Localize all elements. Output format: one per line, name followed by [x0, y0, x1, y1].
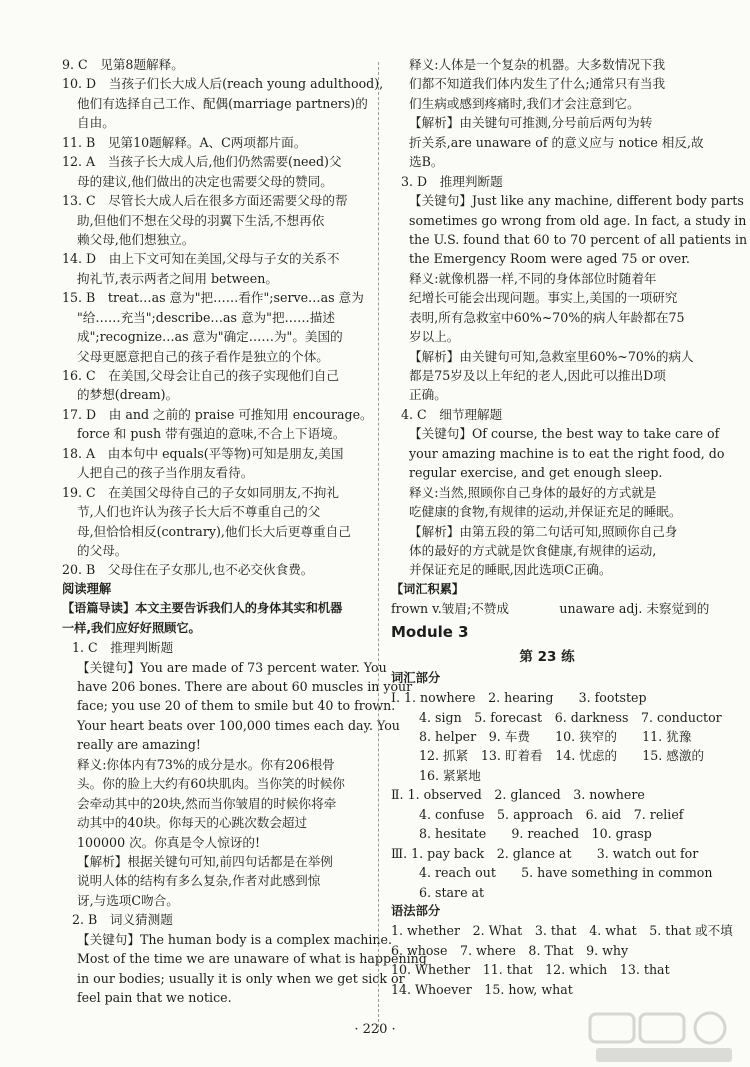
- right-line: 【解析】由第五段的第二句话可知,照顾你自己身: [409, 523, 678, 539]
- right-line: 折关系,are unaware of 的意义应与 notice 相反,故: [409, 134, 704, 150]
- left-line: 100000 次。你真是令人惊讶的!: [77, 834, 261, 850]
- right-line: 4. sign 5. forecast 6. darkness 7. conductor: [419, 709, 722, 725]
- left-line: 【关键句】The human body is a complex machine.: [77, 931, 392, 947]
- left-line: 阅读理解: [62, 581, 112, 596]
- right-line: 16. 紧紧地: [419, 767, 481, 783]
- right-line: 4. confuse 5. approach 6. aid 7. relief: [419, 806, 684, 822]
- right-line: 体的最好的方式就是饮食健康,有规律的运动,: [409, 542, 657, 558]
- right-line: 4. C 细节理解题: [401, 406, 503, 422]
- right-column: [391, 55, 748, 999]
- left-line: 11. B 见第10题解释。A、C两项都片面。: [62, 134, 307, 150]
- left-line: 10. D 当孩子们长大成人后(reach young adulthood),: [62, 76, 384, 92]
- left-line: 18. A 由本句中 equals(平等物)可知是朋友,美国: [62, 445, 344, 461]
- left-line: really are amazing!: [77, 737, 201, 753]
- right-line: 3. D 推理判断题: [401, 173, 503, 189]
- column-divider: [378, 62, 379, 1032]
- left-line: 14. D 由上下文可知在美国,父母与子女的关系不: [62, 251, 340, 267]
- right-line: 8. hesitate 9. reached 10. grasp: [419, 826, 652, 842]
- left-line: 拘礼节,表示两者之间用 between。: [77, 270, 278, 286]
- left-line: 的父母。: [77, 542, 128, 558]
- right-line: 【关键句】Just like any machine, different body parts: [409, 193, 744, 209]
- right-line: 第 23 练: [519, 648, 575, 665]
- right-line: 4. reach out 5. have something in common: [419, 865, 713, 881]
- right-line: 岁以上。: [409, 329, 460, 345]
- right-line: regular exercise, and get enough sleep.: [409, 465, 663, 481]
- left-line: 13. C 尽管长大成人后在很多方面还需要父母的帮: [62, 193, 348, 209]
- left-line: 动其中的40块。你每天的心跳次数会超过: [77, 815, 308, 831]
- left-line: 母的建议,他们做出的决定也需要父母的赞同。: [77, 173, 333, 189]
- left-line: 自由。: [77, 115, 115, 131]
- right-line: 1. whether 2. What 3. that 4. what 5. that 或不填: [391, 923, 733, 939]
- left-line: 17. D 由 and 之前的 praise 可推知用 encourage。: [62, 406, 373, 422]
- right-line: 释义:就像机器一样,不同的身体部位时随着年: [409, 270, 657, 286]
- left-line: 他们有选择自己工作、配偶(marriage partners)的: [77, 95, 368, 111]
- right-line: 6. whose 7. where 8. That 9. why: [391, 942, 629, 958]
- left-line: 【语篇导读】本文主要告诉我们人的身体其实和机器: [62, 601, 343, 616]
- left-line: 【解析】根据关键句可知,前四句话都是在举例: [77, 853, 333, 869]
- left-line: feel pain that we notice.: [77, 990, 232, 1005]
- right-line: the Emergency Room were aged 75 or over.: [409, 251, 690, 267]
- left-line: 15. B treat…as 意为"把……看作";serve…as 意为: [62, 290, 364, 306]
- left-line: 人把自己的孩子当作朋友看待。: [77, 465, 254, 481]
- right-line: 8. helper 9. 车费 10. 狭窄的 11. 犹豫: [419, 729, 692, 744]
- right-line: Ⅰ. 1. nowhere 2. hearing 3. footstep: [391, 690, 647, 706]
- right-line: 们都不知道我们体内发生了什么;通常只有当我: [409, 76, 666, 92]
- left-line: 1. C 推理判断题: [72, 640, 174, 656]
- right-line: Ⅱ. 1. observed 2. glanced 3. nowhere: [391, 787, 645, 803]
- right-line: 12. 抓紧 13. 盯着看 14. 忧虑的 15. 感激的: [419, 748, 705, 764]
- left-line: 一样,我们应好好照顾它。: [62, 620, 201, 635]
- left-line: 20. B 父母住在子女那儿,也不必交伙食费。: [62, 562, 314, 578]
- left-line: face; you use 20 of them to smile but 40 to frown.: [77, 698, 396, 714]
- left-line: Your heart beats over 100,000 times each day. You: [77, 717, 400, 733]
- left-line: 2. B 词义猜测题: [72, 912, 173, 928]
- right-line: 【词汇积累】: [391, 581, 465, 596]
- right-line: 纪增长可能会出现问题。事实上,美国的一项研究: [409, 290, 678, 306]
- left-line: 赖父母,他们想独立。: [77, 231, 195, 247]
- right-line: your amazing machine is to eat the right food, do: [409, 445, 725, 461]
- right-line: 释义:人体是一个复杂的机器。大多数情况下我: [409, 57, 666, 72]
- right-line: Module 3: [391, 622, 469, 641]
- left-line: 父母更愿意把自己的孩子看作是独立的个体。: [77, 348, 329, 364]
- right-line: 释义:当然,照顾你自己身体的最好的方式就是: [409, 484, 657, 500]
- left-line: 的梦想(dream)。: [77, 387, 179, 403]
- right-line: 选B。: [409, 154, 444, 170]
- left-line: "给……充当";describe…as 意为"把……描述: [77, 309, 335, 325]
- left-line: 16. C 在美国,父母会让自己的孩子实现他们自己: [62, 368, 339, 383]
- right-line: frown v.皱眉;不赞成 unaware adj. 未察觉到的: [391, 601, 710, 617]
- right-line: the U.S. found that 60 to 70 percent of all patients in: [409, 231, 748, 247]
- right-line: 14. Whoever 15. how, what: [391, 981, 573, 997]
- left-line: 成";recognize…as 意为"确定……为"。美国的: [77, 329, 343, 345]
- right-line: Ⅲ. 1. pay back 2. glance at 3. watch out for: [391, 845, 699, 861]
- right-line: 词汇部分: [391, 670, 441, 685]
- right-line: 【解析】由关键句可推测,分号前后两句为转: [409, 115, 653, 131]
- left-line: 会牵动其中的20块,然而当你皱眉的时候你将牵: [77, 795, 337, 811]
- left-line: Most of the time we are unaware of what is happening: [77, 951, 427, 967]
- left-line: 19. C 在美国父母待自己的子女如同朋友,不拘礼: [62, 484, 339, 500]
- right-line: 【关键句】Of course, the best way to take care of: [409, 426, 720, 442]
- left-line: 【关键句】You are made of 73 percent water. You: [77, 659, 387, 675]
- left-line: in our bodies; usually it is only when we get sick or: [77, 970, 405, 986]
- right-line: 10. Whether 11. that 12. which 13. that: [391, 962, 670, 978]
- left-line: 12. A 当孩子长大成人后,他们仍然需要(need)父: [62, 154, 342, 170]
- right-line: 语法部分: [391, 903, 441, 918]
- left-line: have 206 bones. There are about 60 muscles in your: [77, 679, 413, 694]
- left-line: 9. C 见第8题解释。: [62, 57, 184, 72]
- right-line: 6. stare at: [419, 884, 485, 900]
- left-line: 助,但他们不想在父母的羽翼下生活,不想再依: [77, 212, 325, 228]
- left-line: 讶,与选项C吻合。: [77, 892, 179, 908]
- right-line: 都是75岁及以上年纪的老人,因此可以推出D项: [409, 368, 666, 383]
- right-line: 表明,所有急救室中60%~70%的病人年龄都在75: [409, 309, 685, 325]
- left-line: 释义:你体内有73%的成分是水。你有206根骨: [77, 756, 335, 772]
- left-line: 头。你的脸上大约有60块肌肉。当你笑的时候你: [77, 776, 345, 792]
- right-line: 【解析】由关键句可知,急救室里60%~70%的病人: [409, 348, 694, 364]
- page-number: · 220 ·: [354, 1022, 396, 1037]
- left-line: 母,但恰恰相反(contrary),他们长大后更尊重自己: [77, 523, 351, 539]
- right-line: 正确。: [409, 387, 447, 403]
- right-line: 们生病或感到疼痛时,我们才会注意到它。: [409, 95, 640, 111]
- right-line: 吃健康的食物,有规律的运动,并保证充足的睡眠。: [409, 504, 682, 520]
- left-line: force 和 push 带有强迫的意味,不合上下语境。: [77, 426, 346, 442]
- left-line: 节,人们也许认为孩子长大后不尊重自己的父: [77, 504, 321, 520]
- right-line: sometimes go wrong from old age. In fact, a study in: [409, 212, 747, 228]
- right-line: 并保证充足的睡眠,因此选项C正确。: [409, 562, 612, 578]
- watermark-logo: [588, 1010, 738, 1066]
- left-line: 说明人体的结构有多么复杂,作者对此感到惊: [77, 873, 321, 889]
